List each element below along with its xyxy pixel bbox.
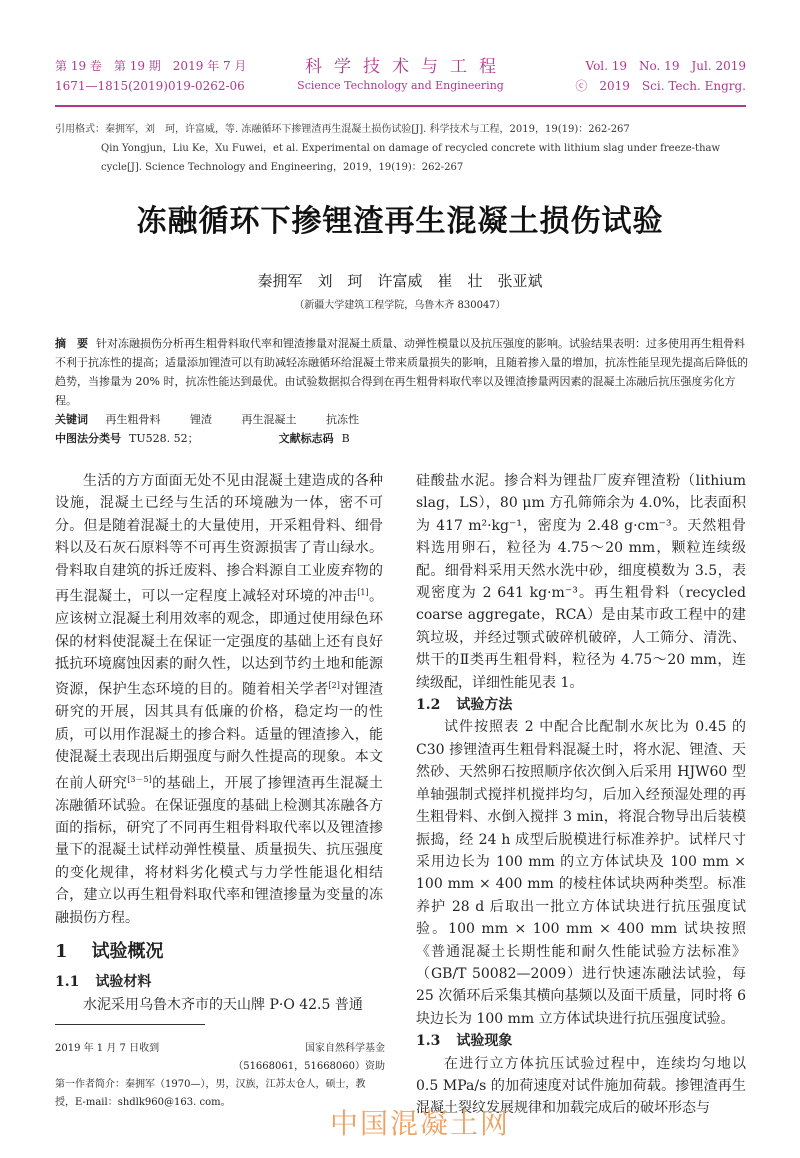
abstract-text: 针对冻融损伤分析再生粗骨料取代率和锂渣掺量对混凝土质量、动弹性模量以及抗压强度的影响。试验结果表明：过多使用再生粗骨料不利于抗冻性的提高；适量添加锂渣可以有助减轻冻融循环给混凝土带来质量损失的影响，且随着掺入量的增加，抗冻性能呈现先提高后降低的趋势，当掺量为 20% 时，抗冻性能达到最优。由试验数据拟合得到在再生粗骨料取代率以及锂渣掺量两因素的混凝土冻融后抗压强度劣化方程。: [55, 337, 748, 407]
issue-info-en: [575, 56, 746, 96]
clc-label: 中图法分类号: [55, 432, 121, 445]
classification: [55, 429, 750, 448]
subsection-heading: [416, 694, 746, 716]
subsection-heading: [55, 971, 383, 993]
keyword: 抗冻性: [326, 413, 359, 426]
reference-link[interactable]: [1]: [357, 588, 369, 598]
intro-text: 的基础上，开展了掺锂渣再生混凝土冻融循环试验。在保证强度的基础上检测其冻融各方面的指标，研究了不同再生粗骨料取代率以及锂渣掺量下的混凝土试样动弹性模量、质量损失、抗压强度的变化规律，将材料劣化模式与力学性能退化相结合，建立以再生粗骨料取代率和锂渣掺量为变量的冻融损伤方程。: [55, 775, 383, 926]
phenomenon-paragraph: 在进行立方体抗压试验过程中，连续均匀地以 0.5 MPa/s 的加荷速度对试件施加荷载。掺锂渣再生混凝土裂纹发展规律和加载完成后的破坏形态与: [416, 1055, 746, 1117]
site-watermark: 中国混凝土网: [330, 1107, 511, 1140]
paper-title: 冻融循环下掺锂渣再生混凝土损伤试验: [136, 204, 664, 239]
abstract-block: [55, 334, 750, 448]
subsection-number: 1.1: [55, 974, 80, 991]
header-divider: [55, 105, 746, 107]
intro-paragraph: [55, 470, 383, 929]
journal-name-cn: 科学技术与工程: [305, 57, 508, 77]
intro-text: 。应该树立混凝土利用效率的观念，即通过使用绿色环保的材料使混凝土在保证一定强度的基础上还有良好抵抗环境腐蚀因素的耐久性，以达到节约土地和能源资源，保护生态环境的目的。随着相关学者: [55, 588, 384, 698]
keyword: 再生粗骨料: [105, 413, 161, 426]
abstract: [55, 334, 750, 410]
abstract-label: 摘 要: [55, 337, 88, 350]
section-title: 试验概况: [91, 941, 164, 963]
fund-numbers: （51668061，51668060）资助: [233, 1061, 385, 1072]
body-column-right: [416, 470, 746, 1120]
affiliation: （新疆大学建筑工程学院，乌鲁木齐 830047）: [294, 300, 506, 311]
intro-text: 生活的方方面面无处不见由混凝土建造成的各种设施，混凝土已经与生活的环境融为一体，密不可分。但是随着混凝土的大量使用，开采粗骨料、细骨料以及石灰石原料等不可再生资源损害了青山绿水。骨料取自建筑的拆迁废料、掺合料源自工业废弃物的再生混凝土，可以一定程度上减轻对环境的冲击: [55, 473, 383, 605]
keyword: 再生混凝土: [241, 413, 297, 426]
reference-link[interactable]: [2]: [328, 681, 340, 691]
citation-en: Qin Yongjun，Liu Ke，Xu Fuwei，et al. Experimental on damage of recycled concrete with lithium slag under freeze-thaw cycle[J]. Science Technology and Engineering，2019，19(19)：262-267: [101, 143, 721, 173]
section-heading: [55, 939, 383, 965]
subsection-number: 1.2: [416, 697, 441, 714]
doc-code-label: 文献标志码: [278, 432, 334, 445]
authors: 秦拥军 刘 珂 许富威 崔 壮 张亚斌: [257, 272, 543, 290]
volume-issue-date-en: Vol. 19 No. 19 Jul. 2019: [585, 59, 746, 73]
volume-issue-date: 第 19 卷 第 19 期 2019 年 7 月: [55, 59, 247, 73]
reference-link[interactable]: [3－5]: [127, 774, 152, 784]
method-paragraph: 试件按照表 2 中配合比配制水灰比为 0.45 的 C30 掺锂渣再生粗骨料混凝土时，将水泥、锂渣、天然砂、天然卵石按照顺序依次倒入后采用 HJW60 型单轴强制式搅拌机搅拌均匀，后加入经预湿处理的再生粗骨料、水倒入搅拌 3 min，将混合物导出后装模振捣，经 24 h 成型后脱模进行标准养护。试样尺寸采用边长为 100 mm 的立方体试块及 100 mm × 100 mm × 400 mm 的棱柱体试块两种类型。标准养护 28 d 后取出一批立方体试块进行抗压强度试验。100 mm × 100 mm × 400 mm 试块按照《普通混凝土长期性能和耐久性能试验方法标准》（GB/T 50082—2009）进行快速冻融法试验，每 25 次循环后采集其横向基频以及面干质量，同时将 6 块边长为 100 mm 立方体试块进行抗压强度试验。: [416, 719, 746, 1027]
subsection-title: 试验材料: [95, 974, 152, 991]
section-number: 1: [55, 941, 68, 963]
received-date: 2019 年 1 月 7 日收到: [55, 1043, 160, 1054]
journal-name-en: Science Technology and Engineering: [297, 79, 504, 92]
journal-header: [55, 56, 746, 102]
body-column-left: [55, 470, 383, 1016]
author-info: 第一作者简介：秦拥军（1970—），男，汉族，江苏太仓人，硕士，教授，E-mail：shdlk960@163. com。: [55, 1079, 366, 1108]
footnote-divider: [55, 1024, 205, 1025]
keywords-label: 关键词: [55, 413, 88, 426]
doc-code-value: B: [341, 432, 350, 445]
subsection-title: 试验方法: [456, 697, 513, 714]
materials-paragraph-cont: 硅酸盐水泥。掺合料为锂盐厂废弃锂渣粉（lithium slag，LS），80 μm 方孔筛筛余为 4.0%，比表面积为 417 m²·kg⁻¹，密度为 2.48 g·cm⁻³。天然粗骨料选用卵石，粒径为 4.75～20 mm，颗粒连续级配。细骨料采用天然水洗中砂，细度模数为 3.5，表观密度为 2 641 kg·m⁻³。再生粗骨料（recycled coarse aggregate，RCA）是由某市政工程中的建筑垃圾，并经过颚式破碎机破碎，人工筛分、清洗、烘干的Ⅱ类再生粗骨料，粒径为 4.75～20 mm，连续级配，详细性能见表 1。: [416, 473, 746, 691]
subsection-heading: [416, 1030, 746, 1052]
materials-paragraph: 水泥采用乌鲁木齐市的天山牌 P·O 42.5 普通: [83, 996, 363, 1013]
clc-value: TU528. 52；: [129, 432, 199, 445]
citation-cn: 引用格式：秦拥军，刘 珂，许富威，等. 冻融循环下掺锂渣再生混凝土损伤试验[J]. 科学技术与工程，2019，19(19)：262-267: [55, 124, 630, 135]
issn-code: 1671—1815(2019)019-0262-06: [55, 79, 245, 93]
subsection-title: 试验现象: [456, 1033, 513, 1050]
keyword: 锂渣: [190, 413, 212, 426]
keywords: [55, 410, 750, 429]
citation-block: [55, 120, 750, 177]
subsection-number: 1.3: [416, 1033, 441, 1050]
copyright: ⓒ 2019 Sci. Tech. Engrg.: [575, 79, 746, 93]
intro-text: 对锂渣研究的开展，因其具有低廉的价格，稳定均一的性质，可以用作混凝土的掺合料。适量的锂渣掺入，能使混凝土表现出后期强度与耐久性提高的现象。本文在前人研究: [55, 681, 384, 792]
fund-name: 国家自然科学基金: [305, 1043, 385, 1054]
